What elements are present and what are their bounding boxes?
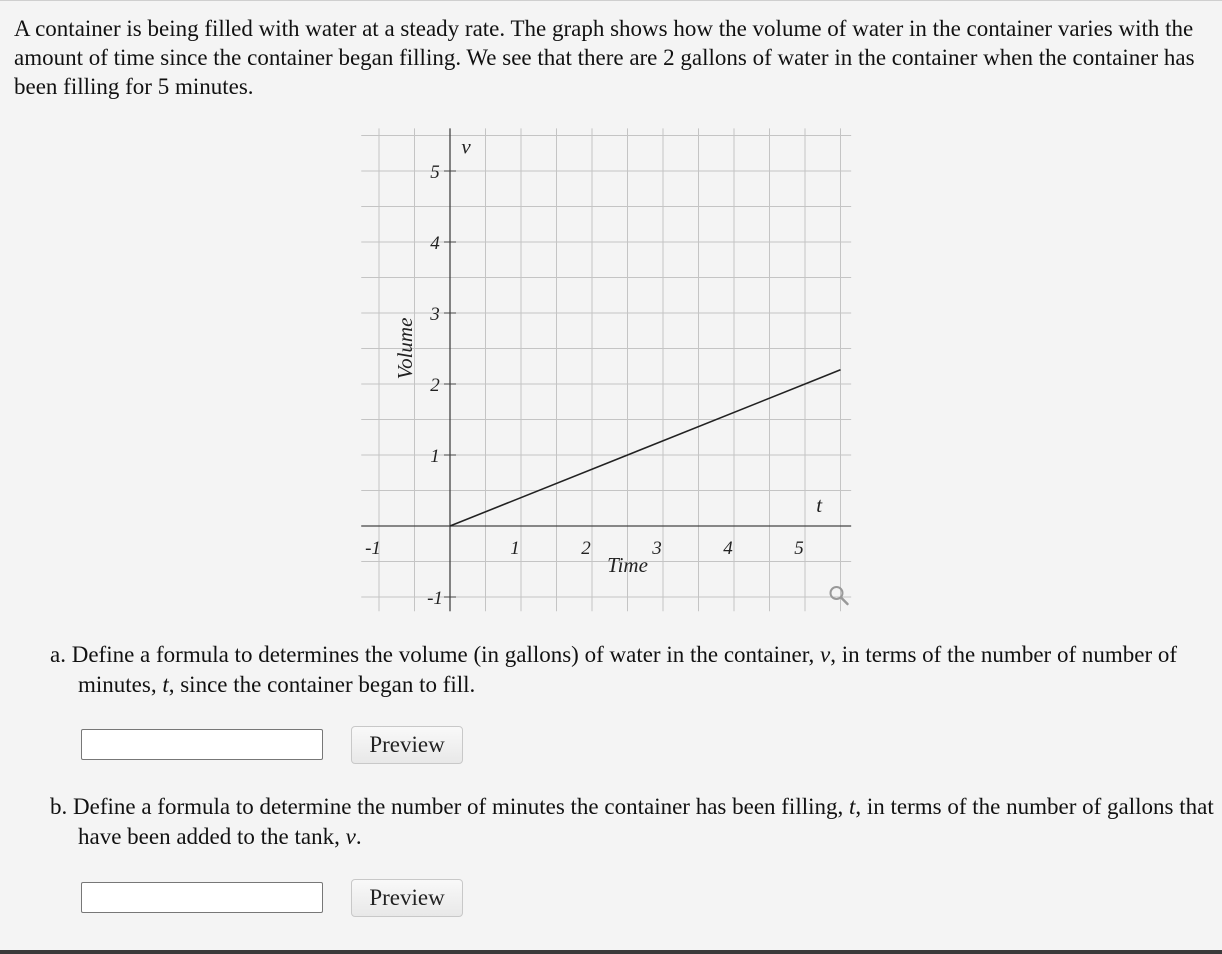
x-tick-label: -1 <box>365 538 381 559</box>
y-tick-label: 3 <box>430 304 440 325</box>
question-b-part-3: . <box>355 824 362 849</box>
x-tick-label: 1 <box>510 538 520 559</box>
answer-a-input[interactable] <box>81 729 323 760</box>
y-tick-label: 1 <box>430 446 440 467</box>
x-axis-title: Time <box>607 553 648 577</box>
question-a-part-1: Define a formula to determines the volume (in gallons) of water in the container, <box>71 642 820 667</box>
answer-b-input[interactable] <box>81 882 323 913</box>
y-tick-label: -1 <box>427 588 443 609</box>
question-a-part-2: , in terms of the number of number of minutes, <box>78 642 1178 697</box>
question-b-text <box>50 792 1222 852</box>
question-b-var-v: v <box>345 824 356 849</box>
preview-b-button[interactable]: Preview <box>351 879 463 917</box>
question-a-part-3: , since the container began to fill. <box>168 672 476 697</box>
question-a-var-v: v <box>819 642 831 667</box>
question-b-part-1: Define a formula to determine the number of minutes the container has been filling, <box>73 794 849 819</box>
x-tick-label: 3 <box>652 538 662 559</box>
top-border <box>0 0 1222 1</box>
y-tick-label: 2 <box>430 375 440 396</box>
magnifier-icon[interactable] <box>831 587 848 604</box>
x-tick-label: 2 <box>581 538 591 559</box>
y-tick-label: 4 <box>430 233 440 254</box>
graph-svg <box>360 124 860 614</box>
x-axis-variable-label: t <box>816 492 823 517</box>
y-axis-title: Volume <box>393 317 417 380</box>
preview-a-button[interactable]: Preview <box>351 726 463 764</box>
x-tick-label: 4 <box>723 538 733 559</box>
question-b-var-t: t <box>849 794 856 819</box>
question-b-label: b. <box>50 794 68 819</box>
data-series-line <box>450 370 841 526</box>
question-a-text <box>50 640 1222 700</box>
problem-intro-text: A container is being filled with water at a steady rate. The graph shows how the volume of water in the container varies with the amount of time since the container began filling. We see that there are 2 gallons of water in the container when the container has been filling for 5 minutes. <box>14 16 1195 99</box>
question-b-part-2: , in terms of the number of gallons that have been added to the tank, <box>78 794 1214 849</box>
y-tick-label: 5 <box>430 162 440 183</box>
x-tick-label: 5 <box>794 538 804 559</box>
question-a-label: a. <box>50 642 66 667</box>
y-axis-variable-label: v <box>461 134 471 159</box>
bottom-border <box>0 950 1222 954</box>
question-a-var-t: t <box>162 672 169 697</box>
volume-time-graph <box>360 124 860 614</box>
